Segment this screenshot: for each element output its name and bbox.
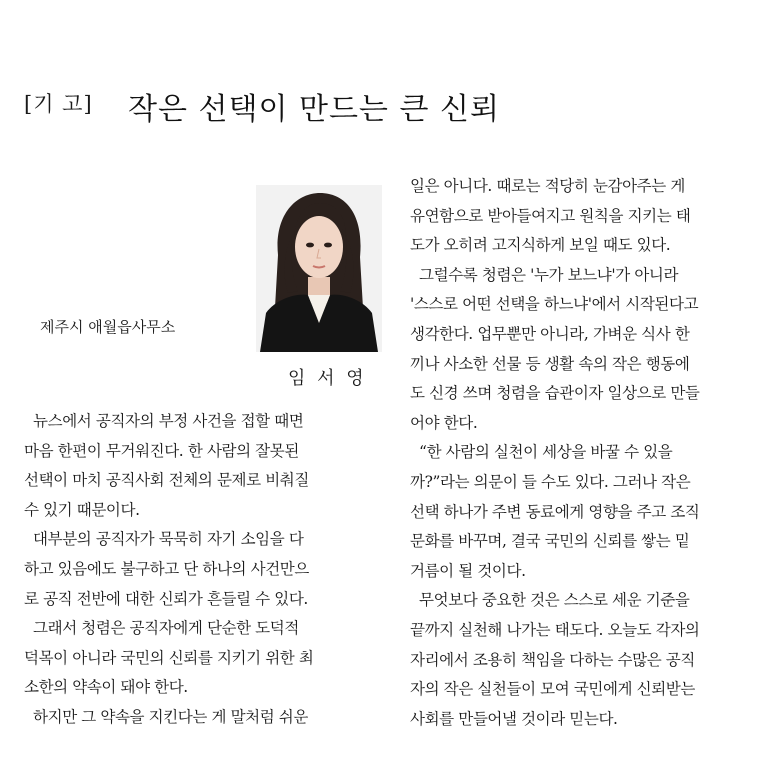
body-line: 자의 작은 실천들이 모여 국민에게 신뢰받는 (410, 680, 695, 699)
body-line: 선택 하나가 주변 동료에게 영향을 주고 조직 (410, 502, 700, 521)
body-line: 끝까지 실천해 나가는 태도다. 오늘도 각자의 (410, 620, 700, 639)
body-line: 유연함으로 받아들여지고 원칙을 지키는 태 (410, 206, 691, 225)
body-line: 자리에서 조용히 책임을 다하는 수많은 공직 (410, 650, 695, 669)
body-line: 수 있기 때문이다. (24, 500, 140, 519)
body-line: 하지만 그 약속을 지킨다는 게 말처럼 쉬운 (24, 707, 308, 726)
body-line: 무엇보다 중요한 것은 스스로 세운 기준을 (410, 591, 690, 610)
body-line: 마음 한편이 무거워진다. 한 사람의 잘못된 (24, 441, 299, 460)
author-name: 임 서 영 (288, 368, 367, 389)
body-line: 문화를 바꾸며, 결국 국민의 신뢰를 쌓는 밑 (410, 532, 690, 551)
body-line: 대부분의 공직자가 묵묵히 자기 소임을 다 (24, 530, 304, 549)
body-line: 그럴수록 청렴은 '누가 보느냐'가 아니라 (410, 265, 679, 284)
body-line: 생각한다. 업무뿐만 아니라, 가벼운 식사 한 (410, 324, 690, 343)
body-line: 그래서 청렴은 공직자에게 단순한 도덕적 (24, 619, 299, 638)
body-line: 거름이 될 것이다. (410, 561, 526, 580)
body-line: 덕목이 아니라 국민의 신뢰를 지키기 위한 최 (24, 648, 314, 667)
section-tag: [기 고] (24, 92, 93, 116)
body-line: 도가 오히려 고지식하게 보일 때도 있다. (410, 236, 671, 255)
body-line: 뉴스에서 공직자의 부정 사건을 접할 때면 (24, 412, 304, 430)
body-line: 로 공직 전반에 대한 신뢰가 흔들릴 수 있다. (24, 589, 308, 608)
body-line: '스스로 어떤 선택을 하느냐'에서 시작된다고 (410, 295, 699, 314)
body-line: 하고 있음에도 불구하고 단 하나의 사건만으 (24, 559, 309, 578)
body-line: “한 사람의 실천이 세상을 바꿀 수 있을 (410, 443, 673, 462)
body-line: 끼나 사소한 선물 등 생활 속의 작은 행동에 (410, 354, 690, 373)
article-column-right (410, 172, 772, 734)
article-headline: 작은 선택이 만드는 큰 신뢰 (128, 92, 500, 127)
article-column-left (24, 407, 384, 733)
author-photo (256, 185, 382, 352)
author-affiliation: 제주시 애월읍사무소 (40, 318, 176, 336)
body-line: 소한의 약속이 돼야 한다. (24, 678, 188, 697)
body-line: 도 신경 쓰며 청렴을 습관이자 일상으로 만들 (410, 384, 700, 403)
body-line: 선택이 마치 공직사회 전체의 문제로 비춰질 (24, 471, 309, 490)
body-line: 어야 한다. (410, 413, 478, 432)
body-line: 일은 아니다. 때로는 적당히 눈감아주는 게 (410, 177, 685, 195)
body-line: 까?”라는 의문이 들 수도 있다. 그러나 작은 (410, 472, 691, 491)
body-line: 사회를 만들어낼 것이라 믿는다. (410, 709, 618, 728)
